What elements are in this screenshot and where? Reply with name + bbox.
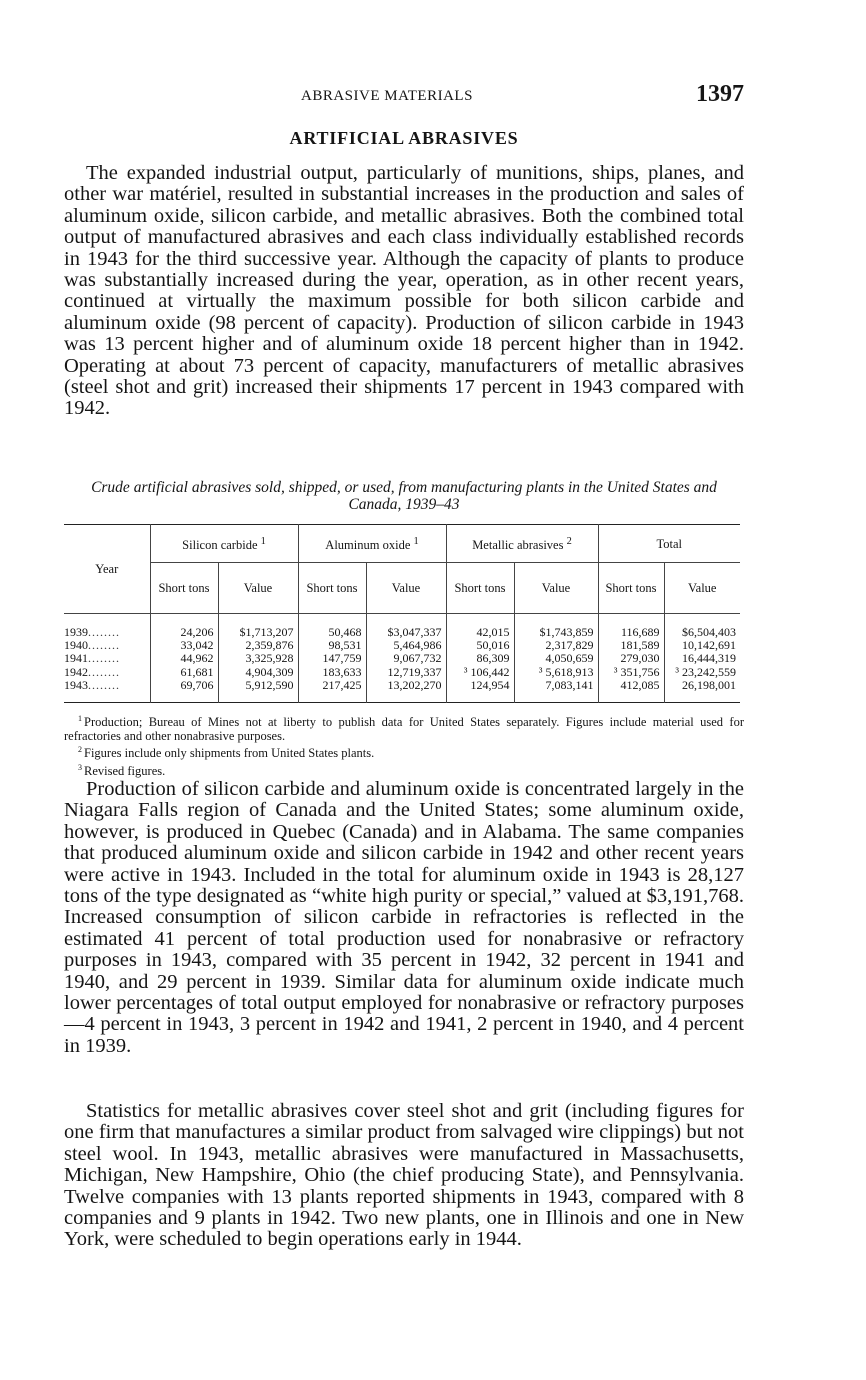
paragraph-production: Production of silicon carbide and aluminum oxide is concentrated largely in the Niagara Falls region of Canada and the United States; some aluminum oxide, however, is produced in Quebec (Canada) and in Alabama. The same companies that produced aluminum oxide and silicon carbide in 1942 and other recent years were active in 1943. Included in the total for aluminum oxide in 1943 is 28,127 tons of the type designated as “white high purity or special,” valued at $3,191,768. Increased consumption of silicon carbide in refractories is reflected in the estimated 41 percent of total production used for nonabrasive or refractory purposes in 1943, compared with 35 percent in 1942, 32 percent in 1941 and 1940, and 29 percent in 1939. Similar data for aluminum oxide indicate much lower percentages of total output employed for nonabrasive or refractory purposes—4 percent in 1943, 3 percent in 1942 and 1941, 2 percent in 1940, and 4 percent in 1939. [64,778,744,1057]
table-cell: 4,050,659 [514,652,598,665]
table-cell: $1,713,207 [218,626,298,639]
year-header: Year [64,525,150,614]
table-cell: 50,016 [446,639,514,652]
page-number: 1397 [696,81,744,107]
table-cell: $3,047,337 [366,626,446,639]
table-cell: ³ 23,242,559 [664,666,740,679]
table-cell: 412,085 [598,679,664,703]
section-title: ARTIFICIAL ABRASIVES [289,128,519,148]
table-cell: 183,633 [298,666,366,679]
year-cell: 1939 ........ [64,626,150,639]
col-header-short-tons: Short tons [150,563,218,614]
table-cell: 7,083,141 [514,679,598,703]
table-group-header-row [64,525,740,563]
table-cell: ³ 351,756 [598,666,664,679]
table-cell: ³ 106,442 [446,666,514,679]
running-head [64,81,744,112]
table-cell: ³ 5,618,913 [514,666,598,679]
year-cell: 1941 ........ [64,652,150,665]
col-header-value: Value [218,563,298,614]
table-cell: 3,325,928 [218,652,298,665]
table-sub-header-row [64,563,740,614]
table-cell: 33,042 [150,639,218,652]
group-header-total: Total [598,525,740,563]
table-cell: 2,359,876 [218,639,298,652]
table-cell: 16,444,319 [664,652,740,665]
table-cell: 10,142,691 [664,639,740,652]
col-header-value: Value [514,563,598,614]
table-cell: 13,202,270 [366,679,446,703]
table-cell: 86,309 [446,652,514,665]
table-cell: 44,962 [150,652,218,665]
group-header-metallic-abrasives: Metallic abrasives $^2$ [446,525,598,563]
table-cell: 50,468 [298,626,366,639]
table-footnotes [64,712,744,778]
table-cell: 147,759 [298,652,366,665]
footnote: $^1$ Production; Bureau of Mines not at liberty to publish data for United States separately. Figures include material used for refractories and other nonabrasive purposes. [64,714,744,743]
table-cell: 61,681 [150,666,218,679]
abrasives-table [64,524,740,703]
year-cell: 1943 ........ [64,679,150,703]
table-cell: 124,954 [446,679,514,703]
table-cell: 69,706 [150,679,218,703]
table-cell: 5,464,986 [366,639,446,652]
table-cell: $1,743,859 [514,626,598,639]
table-cell: 98,531 [298,639,366,652]
col-header-value: Value [664,563,740,614]
year-cell: 1942 ........ [64,666,150,679]
table-cell: 12,719,337 [366,666,446,679]
running-title: ABRASIVE MATERIALS [301,88,473,104]
table-cell: 116,689 [598,626,664,639]
table-cell: 5,912,590 [218,679,298,703]
year-cell: 1940 ........ [64,639,150,652]
table-caption: Crude artificial abrasives sold, shipped, or used, from manufacturing plants in the United States and Canada, 1939–43 [91,479,717,513]
group-header-silicon-carbide: Silicon carbide $^1$ [150,525,298,563]
table-cell: 2,317,829 [514,639,598,652]
col-header-short-tons: Short tons [446,563,514,614]
table-cell: 217,425 [298,679,366,703]
col-header-value: Value [366,563,446,614]
table-cell: 26,198,001 [664,679,740,703]
paragraph-metallic: Statistics for metallic abrasives cover steel shot and grit (including figures for one firm that manufactures a similar product from salvaged wire clippings) but not steel wool. In 1943, metallic abrasives were manufactured in Massachusetts, Michigan, New Hampshire, Ohio (the chief producing State), and Pennsylvania. Twelve companies with 13 plants reported shipments in 1943, compared with 8 companies and 9 plants in 1942. Two new plants, one in Illinois and one in New York, were scheduled to begin operations early in 1944. [64,1100,744,1251]
table-row [64,679,740,703]
table-cell: 24,206 [150,626,218,639]
table-cell: $6,504,403 [664,626,740,639]
table-cell: 181,589 [598,639,664,652]
col-header-short-tons: Short tons [598,563,664,614]
table-cell: 4,904,309 [218,666,298,679]
table-cell: 9,067,732 [366,652,446,665]
table-row [64,666,740,679]
col-header-short-tons: Short tons [298,563,366,614]
table-cell: 42,015 [446,626,514,639]
footnote: $^2$ Figures include only shipments from United States plants. [78,745,375,761]
table-row [64,652,740,665]
paragraph-intro: The expanded industrial output, particularly of munitions, ships, planes, and other war matériel, resulted in substantial increases in the production and sales of aluminum oxide, silicon carbide, and metallic abrasives. Both the combined total output of manufactured abrasives and each class individually established records in 1943 for the third successive year. Although the capacity of plants to produce was substantially increased during the year, operation, as in other recent years, continued at virtually the maximum possible for both silicon carbide and aluminum oxide (98 percent of capacity). Production of silicon carbide in 1943 was 13 percent higher and of aluminum oxide 18 percent higher than in 1942. Operating at about 73 percent of capacity, manufacturers of metallic abrasives (steel shot and grit) increased their shipments 17 percent in 1943 compared with 1942. [64,162,744,420]
group-header-aluminum-oxide: Aluminum oxide $^1$ [298,525,446,563]
footnote: $^3$ Revised figures. [78,762,166,778]
table-cell: 279,030 [598,652,664,665]
